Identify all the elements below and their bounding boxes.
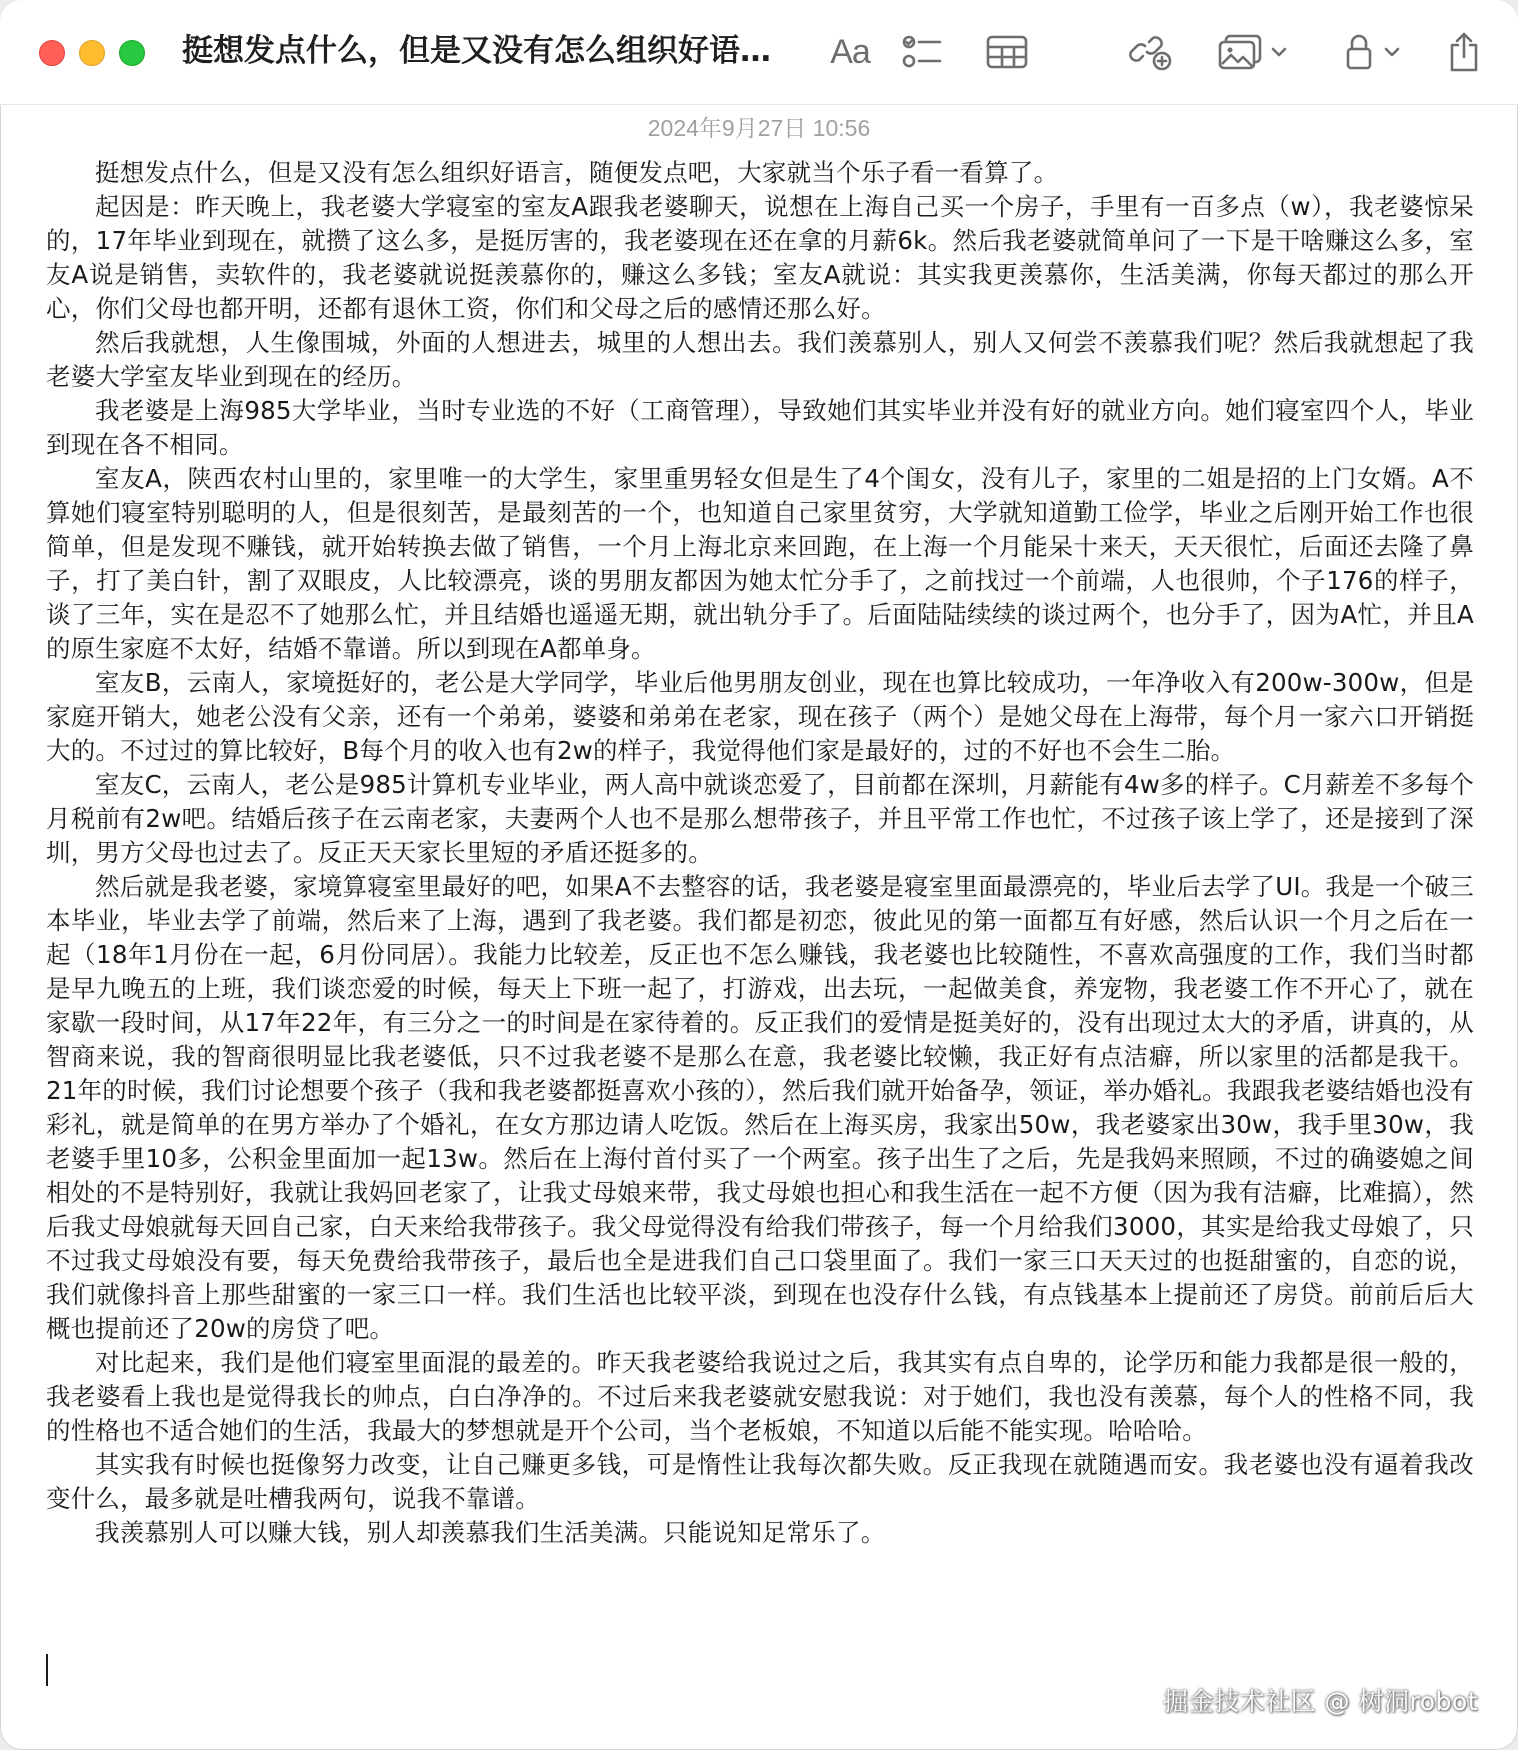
title-bar: [0, 0, 1518, 105]
checklist-button[interactable]: [898, 28, 948, 76]
collaborate-button[interactable]: [1126, 28, 1176, 76]
collaborate-icon: [1129, 32, 1173, 72]
paragraph: 对比起来，我们是他们寝室里面混的最差的。昨天我老婆给我说过之后，我其实有点自卑的，论学历和能力我都是很一般的，我老婆看上我也是觉得我长的帅点，白白净净的。不过后来我老婆就安慰我说：对于她们，我也没有羡慕，每个人的性格不同，我的性格也不适合她们的生活，我最大的梦想就是开个公司，当个老板娘，不知道以后能不能实现。哈哈哈。: [46, 1348, 1474, 1445]
paragraph: 挺想发点什么，但是又没有怎么组织好语言，随便发点吧，大家就当个乐子看一看算了。: [95, 158, 1059, 187]
chevron-down-icon: [1381, 45, 1403, 59]
lock-icon: [1345, 32, 1373, 72]
checklist-icon: [902, 32, 944, 72]
chevron-down-icon: [1268, 45, 1290, 59]
table-icon: [986, 34, 1028, 70]
table-button[interactable]: [982, 28, 1032, 76]
paragraph: 室友A，陕西农村山里的，家里唯一的大学生，家里重男轻女但是生了4个闺女，没有儿子，家里的二姐是招的上门女婿。A不算她们寝室特别聪明的人，但是很刻苦，是最刻苦的一个，也知道自己家里贫穷，大学就知道勤工俭学，毕业之后刚开始工作也很简单，但是发现不赚钱，就开始转换去做了销售，一个月上海北京来回跑，在上海一个月能呆十来天，天天很忙，后面还去隆了鼻子，打了美白针，割了双眼皮，人比较漂亮，谈的男朋友都因为她太忙分手了，之前找过一个前端，人也很帅，个子176的样子，谈了三年，实在是忍不了她那么忙，并且结婚也遥遥无期，就出轨分手了。后面陆陆续续的谈过两个，也分手了，因为A忙，并且A的原生家庭不太好，结婚不靠谱。所以到现在A都单身。: [46, 464, 1474, 663]
window-title: 挺想发点什么，但是又没有怎么组织好语…: [182, 33, 771, 69]
media-icon: [1218, 33, 1262, 71]
share-button[interactable]: [1442, 28, 1486, 76]
format-button[interactable]: [818, 28, 882, 76]
paragraph: 我老婆是上海985大学毕业，当时专业选的不好（工商管理），导致她们其实毕业并没有好的就业方向。她们寝室四个人，毕业到现在各不相同。: [46, 396, 1474, 459]
paragraph: 室友B，云南人，家境挺好的，老公是大学同学，毕业后他男朋友创业，现在也算比较成功，一年净收入有200w-300w，但是家庭开销大，她老公没有父亲，还有一个弟弟，婆婆和弟弟在老家，现在孩子（两个）是她父母在上海带，每个月一家六口开销挺大的。不过过的算比较好，B每个月的收入也有2w的样子，我觉得他们家是最好的，过的不好也不会生二胎。: [46, 668, 1474, 765]
paragraph: 其实我有时候也挺像努力改变，让自己赚更多钱，可是惰性让我每次都失败。反正我现在就随遇而安。我老婆也没有逼着我改变什么，最多就是吐槽我两句，说我不靠谱。: [46, 1450, 1474, 1513]
paragraph: 然后就是我老婆，家境算寝室里最好的吧，如果A不去整容的话，我老婆是寝室里面最漂亮的，毕业后去学了UI。我是一个破三本毕业，毕业去学了前端，然后来了上海，遇到了我老婆。我们都是初恋，彼此见的第一面都互有好感，然后认识一个月之后在一起（18年1月份在一起，6月份同居）。我能力比较差，反正也不怎么赚钱，我老婆也比较随性，不喜欢高强度的工作，我们当时都是早九晚五的上班，我们谈恋爱的时候，每天上下班一起了，打游戏，出去玩，一起做美食，养宠物，我老婆工作不开心了，就在家歇一段时间，从17年22年，有三分之一的时间是在家待着的。反正我们的爱情是挺美好的，没有出现过太大的矛盾，讲真的，从智商来说，我的智商很明显比我老婆低，只不过我老婆不是那么在意，我老婆比较懒，我正好有点洁癖，所以家里的活都是我干。21年的时候，我们讨论想要个孩子（我和我老婆都挺喜欢小孩的），然后我们就开始备孕，领证，举办婚礼。我跟我老婆结婚也没有彩礼，就是简单的在男方举办了个婚礼，在女方那边请人吃饭。然后在上海买房，我家出50w，我老婆家出30w，我手里30w，我老婆手里10多，公积金里面加一起13w。然后在上海付首付买了一个两室。孩子出生了之后，先是我妈来照顾，不过的确婆媳之间相处的不是特别好，我就让我妈回老家了，让我丈母娘来带，我丈母娘也担心和我生活在一起不方便（因为我有洁癖，比难搞），然后我丈母娘就每天回自己家，白天来给我带孩子。我父母觉得没有给我们带孩子，每一个月给我们3000，其实是给我丈母娘了，只不过我丈母娘没有要，每天免费给我带孩子，最后也全是进我们自己口袋里面了。我们一家三口天天过的也挺甜蜜的，自恋的说，我们就像抖音上那些甜蜜的一家三口一样。我们生活也比较平淡，到现在也没存什么钱，有点钱基本上提前还了房贷。前前后后大概也提前还了20w的房贷了吧。: [46, 872, 1474, 1343]
share-icon: [1447, 31, 1481, 73]
paragraph: 然后我就想，人生像围城，外面的人想进去，城里的人想出去。我们羡慕别人，别人又何尝不羡慕我们呢？然后我就想起了我老婆大学室友毕业到现在的经历。: [46, 328, 1474, 391]
minimize-button[interactable]: [79, 40, 105, 66]
close-button[interactable]: [39, 40, 65, 66]
lock-button[interactable]: [1338, 28, 1410, 76]
media-button[interactable]: [1214, 28, 1294, 76]
format-text-icon: Aa: [830, 32, 870, 71]
paragraph: 室友C，云南人，老公是985计算机专业毕业，两人高中就谈恋爱了，目前都在深圳，月薪能有4w多的样子。C月薪差不多每个月税前有2w吧。结婚后孩子在云南老家，夫妻两个人也不是那么想带孩子，并且平常工作也忙，不过孩子该上学了，还是接到了深圳，男方父母也过去了。反正天天家长里短的矛盾还挺多的。: [46, 770, 1474, 867]
text-cursor: [46, 1654, 48, 1686]
paragraph: 起因是：昨天晚上，我老婆大学寝室的室友A跟我老婆聊天，说想在上海自己买一个房子，手里有一百多点（w），我老婆惊呆的，17年毕业到现在，就攒了这么多，是挺厉害的，我老婆现在还在拿的月薪6k。然后我老婆就简单问了一下是干啥赚这么多，室友A说是销售，卖软件的，我老婆就说挺羡慕你的，赚这么多钱；室友A就说：其实我更羡慕你，生活美满，你每天都过的那么开心，你们父母也都开明，还都有退休工资，你们和父母之后的感情还那么好。: [46, 192, 1474, 323]
watermark: 掘金技术社区 @ 树洞robot: [1163, 1687, 1478, 1716]
paragraph: 我羡慕别人可以赚大钱，别人却羡慕我们生活美满。只能说知足常乐了。: [95, 1518, 886, 1547]
note-body[interactable]: [46, 156, 1474, 1550]
zoom-button[interactable]: [119, 40, 145, 66]
note-date: 2024年9月27日 10:56: [647, 115, 871, 141]
